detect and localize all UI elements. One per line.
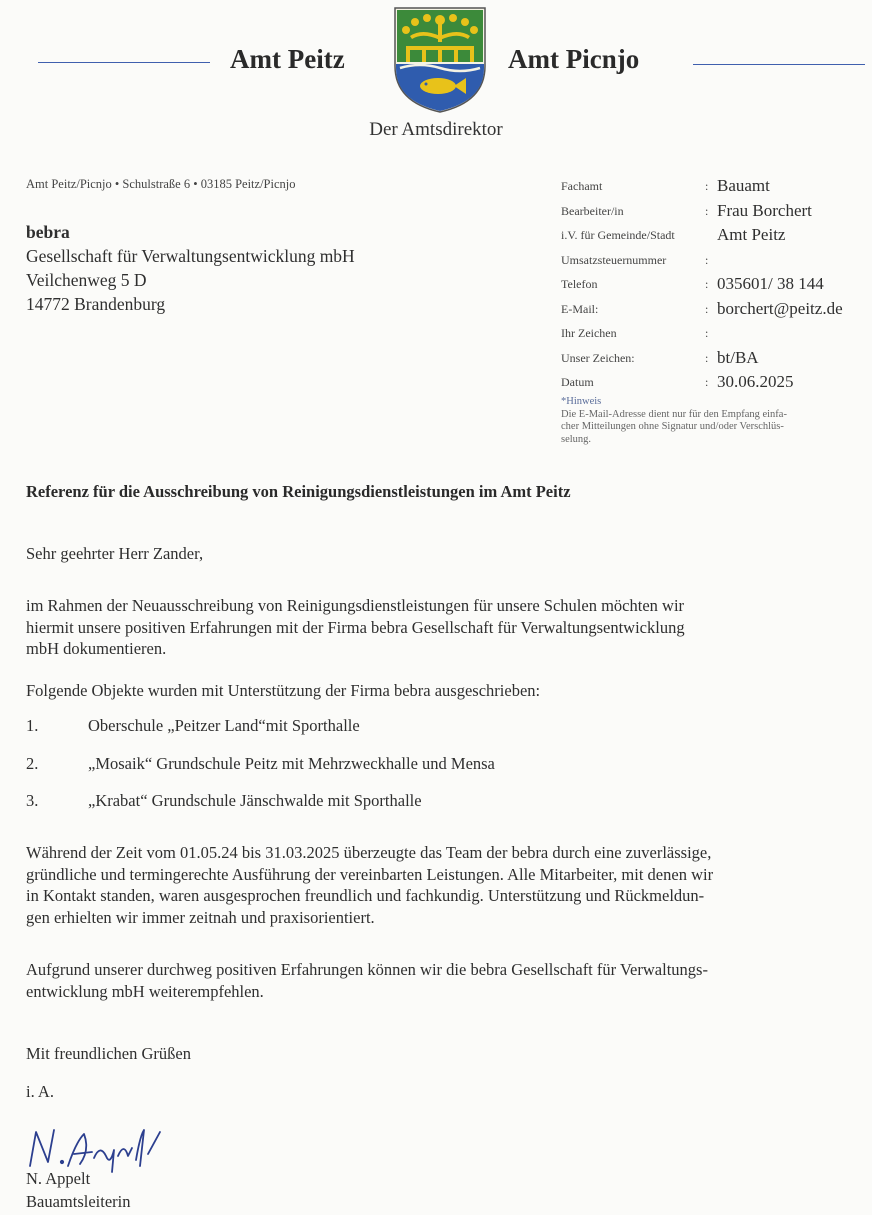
recipient-address (26, 220, 355, 316)
recipient-line-3: 14772 Brandenburg (26, 294, 166, 314)
header-left-name: Amt Peitz (230, 44, 345, 74)
in-lieu-abbr: i. A. (26, 1082, 54, 1101)
info-label: i.V. für Gemeinde/Stadt (561, 228, 675, 242)
note-line-3: selung. (561, 433, 592, 445)
info-label: Datum (561, 375, 594, 389)
paragraph-line: gen erhielten wir immer zeitnah und praxisorientiert. (26, 907, 375, 927)
note-line-1: Die E-Mail-Adresse dient nur für den Empfang einfa- (561, 408, 787, 420)
info-row: Umsatzsteuernummer : (561, 252, 709, 267)
coat-of-arms-icon (392, 6, 488, 114)
paragraph-line: mbH dokumentieren. (26, 639, 167, 658)
list-item-number: 2. (26, 754, 39, 773)
info-value: Frau Borchert (717, 200, 812, 220)
closing: Mit freundlichen Grüßen (26, 1044, 191, 1063)
paragraph-2 (26, 842, 846, 928)
info-row: Unser Zeichen: : bt/BA (561, 347, 759, 367)
sender-line: Amt Peitz/Picnjo • Schulstraße 6 • 03185 Peitz/Picnjo (26, 177, 296, 191)
info-row: Ihr Zeichen : (561, 326, 709, 340)
note-line-2: cher Mitteilungen ohne Signatur und/oder Verschlüs- (561, 421, 784, 432)
paragraph-line: entwicklung mbH weiterempfehlen. (26, 981, 264, 1001)
recipient-name: bebra (26, 222, 70, 242)
page-subtitle: Der Amtsdirektor (369, 119, 503, 140)
info-label: Ihr Zeichen (561, 326, 617, 340)
info-label: Fachamt (561, 179, 603, 193)
info-value: Bauamt (717, 176, 770, 195)
info-value: 30.06.2025 (717, 372, 794, 391)
signer-name: N. Appelt (26, 1169, 91, 1188)
info-block (561, 176, 866, 397)
paragraph-line: Während der Zeit vom 01.05.24 bis 31.03.2025 überzeugte das Team der bebra durch eine zuverlässige, (26, 843, 712, 862)
info-row: Fachamt : Bauamt (561, 176, 770, 195)
header-rule-left (38, 62, 210, 63)
paragraph-line: hiermit unsere positiven Erfahrungen mit der Firma bebra Gesellschaft für Verwaltungsentwicklung (26, 617, 685, 637)
info-value: 035601/ 38 144 (717, 274, 824, 293)
info-value: Amt Peitz (717, 225, 786, 244)
list-intro: Folgende Objekte wurden mit Unterstützung der Firma bebra ausgeschrieben: (26, 681, 541, 700)
signer-title: Bauamtsleiterin (26, 1192, 131, 1211)
recipient-line-2: Veilchenweg 5 D (26, 270, 147, 290)
info-label: Telefon (561, 277, 598, 291)
note-label: *Hinweis (561, 396, 602, 407)
paragraph-line: im Rahmen der Neuausschreibung von Reinigungsdienstleistungen für unsere Schulen möchten wir (26, 596, 685, 615)
list-item-number: 1. (26, 716, 39, 735)
header-right-name: Amt Picnjo (508, 44, 640, 74)
header-rule-right (693, 64, 865, 65)
list-item: Oberschule „Peitzer Land“mit Sporthalle (88, 716, 360, 735)
email-note (561, 396, 866, 446)
salutation: Sehr geehrter Herr Zander, (26, 544, 204, 563)
letter-subject: Referenz für die Ausschreibung von Reinigungsdienstleistungen im Amt Peitz (26, 482, 571, 501)
info-row: Bearbeiter/in : Frau Borchert (561, 200, 812, 220)
info-row (561, 225, 866, 250)
list-item: „Krabat“ Grundschule Jänschwalde mit Sporthalle (88, 791, 422, 810)
paragraph-3 (26, 959, 846, 1002)
info-value: borchert@peitz.de (717, 298, 843, 318)
list-item: „Mosaik“ Grundschule Peitz mit Mehrzweckhalle und Mensa (88, 754, 495, 773)
info-label: Umsatzsteuernummer (561, 252, 667, 267)
info-label: Unser Zeichen: (561, 350, 635, 365)
paragraph-line: gründliche und termingerechte Ausführung der vereinbarten Leistungen. Alle Mitarbeiter, mit denen wir (26, 864, 714, 884)
info-label: E-Mail: (561, 301, 599, 316)
info-value: bt/BA (717, 347, 759, 367)
info-row: Datum : 30.06.2025 (561, 372, 794, 391)
paragraph-1 (26, 595, 846, 660)
info-row: Telefon : 035601/ 38 144 (561, 274, 824, 293)
info-label: Bearbeiter/in (561, 203, 624, 218)
recipient-line-1: Gesellschaft für Verwaltungsentwicklung mbH (26, 246, 355, 266)
paragraph-line: in Kontakt standen, waren ausgesprochen freundlich und fachkundig. Unterstützung und Rückmeldun- (26, 886, 705, 905)
list-item-number: 3. (26, 791, 39, 810)
info-row: E-Mail: : borchert@peitz.de (561, 298, 843, 318)
paragraph-line: Aufgrund unserer durchweg positiven Erfahrungen können wir die bebra Gesellschaft für Verwaltungs- (26, 960, 708, 979)
